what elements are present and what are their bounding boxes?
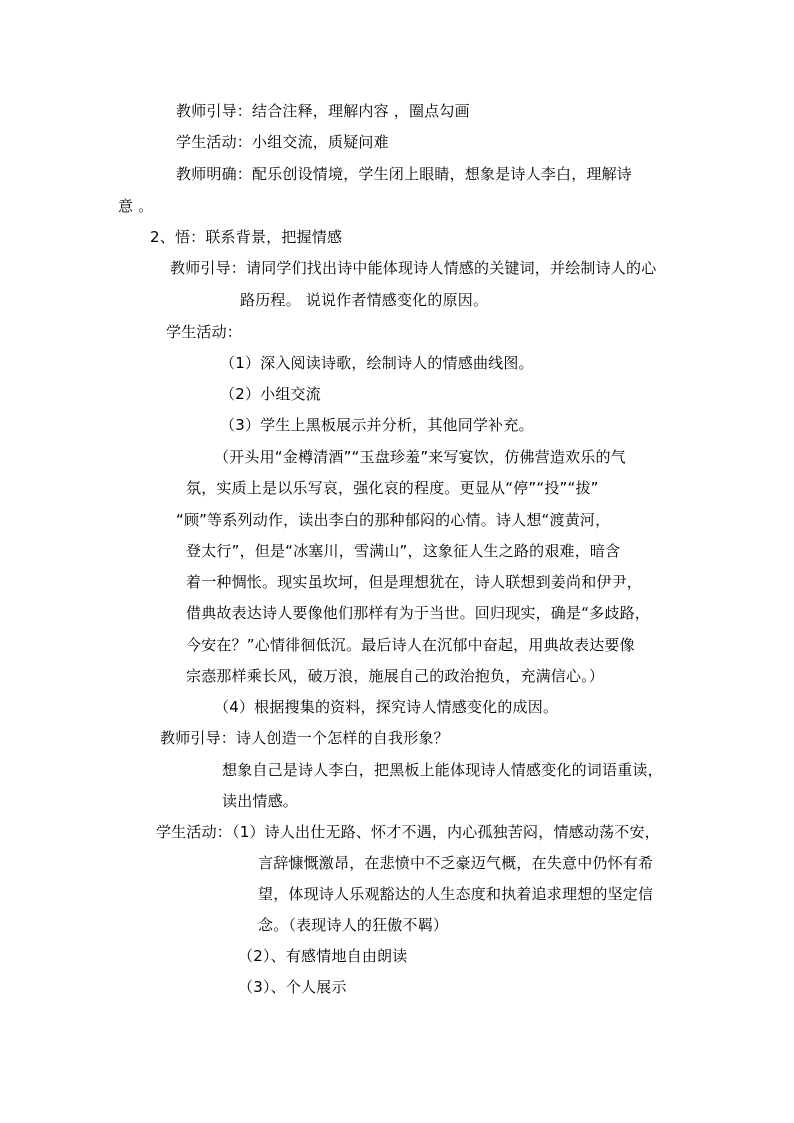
text-line: 教师引导：请同学们找出诗中能体现诗人情感的关键词，并绘制诗人的心 xyxy=(170,259,657,277)
text-line: 登太行”，但是“冰塞川，雪满山”，这象征人生之路的艰难，暗含 xyxy=(186,542,621,560)
text-line: 借典故表达诗人要像他们那样有为于当世。回归现实，确是“多歧路， xyxy=(186,604,650,622)
list-item: （1）深入阅读诗歌，绘制诗人的情感曲线图。 xyxy=(220,354,534,372)
text-line: “顾”等系列动作，读出李白的那种郁闷的心情。诗人想“渡黄河， xyxy=(176,511,611,529)
text-line: 读出情感。 xyxy=(222,792,299,810)
text-line: 今安在？”心情徘徊低沉。最后诗人在沉郁中奋起，用典故表达要像 xyxy=(186,636,635,654)
text-line: 念。（表现诗人的狂傲不羁） xyxy=(258,916,449,934)
text-line: 教师引导：结合注释，理解内容 ，圈点勾画 xyxy=(176,102,470,120)
text-line: 学生活动：小组交流，质疑问难 xyxy=(176,133,389,151)
text-line: 言辞慷慨激昂，在悲愤中不乏豪迈气概，在失意中仍怀有希 xyxy=(258,854,654,872)
section-heading: 2、悟：联系背景，把握情感 xyxy=(150,228,343,246)
text-line: 宗悫那样乘长风，破万浪，施展自己的政治抱负，充满信心。） xyxy=(186,667,605,685)
text-line: 教师引导：诗人创造一个怎样的自我形象？ xyxy=(160,729,449,747)
text-line: 教师明确：配乐创设情境，学生闭上眼睛，想象是诗人李白，理解诗 xyxy=(176,165,633,183)
text-line: 学生活动：（1）诗人出仕无路、怀才不遇，内心孤独苦闷，情感动荡不安， xyxy=(156,823,660,841)
list-item: （4）根据搜集的资料，探究诗人情感变化的成因。 xyxy=(214,698,559,716)
text-line: 着一种惆怅。现实虽坎坷，但是理想犹在，诗人联想到姜尚和伊尹， xyxy=(186,573,643,591)
list-item: （2）、有感情地自由朗读 xyxy=(238,947,408,965)
list-item: （3）学生上黑板展示并分析，其他同学补充。 xyxy=(220,416,534,434)
text-line: 意 。 xyxy=(118,197,154,215)
text-line: 望，体现诗人乐观豁达的人生态度和执着追求理想的坚定信 xyxy=(258,885,654,903)
text-line: （开头用“金樽清酒”“玉盘珍羞”来写宴饮，仿佛营造欢乐的气 xyxy=(214,448,626,466)
text-line: 想象自己是诗人李白，把黑板上能体现诗人情感变化的词语重读， xyxy=(222,761,663,779)
list-item: （2）小组交流 xyxy=(220,385,321,403)
text-line: 路历程。 说说作者情感变化的原因。 xyxy=(240,291,489,309)
text-line: 氛，实质上是以乐写哀，强化哀的程度。更显从“停”“投”“拔” xyxy=(186,479,599,497)
text-line: 学生活动： xyxy=(166,323,243,341)
list-item: （3）、个人展示 xyxy=(238,978,347,996)
